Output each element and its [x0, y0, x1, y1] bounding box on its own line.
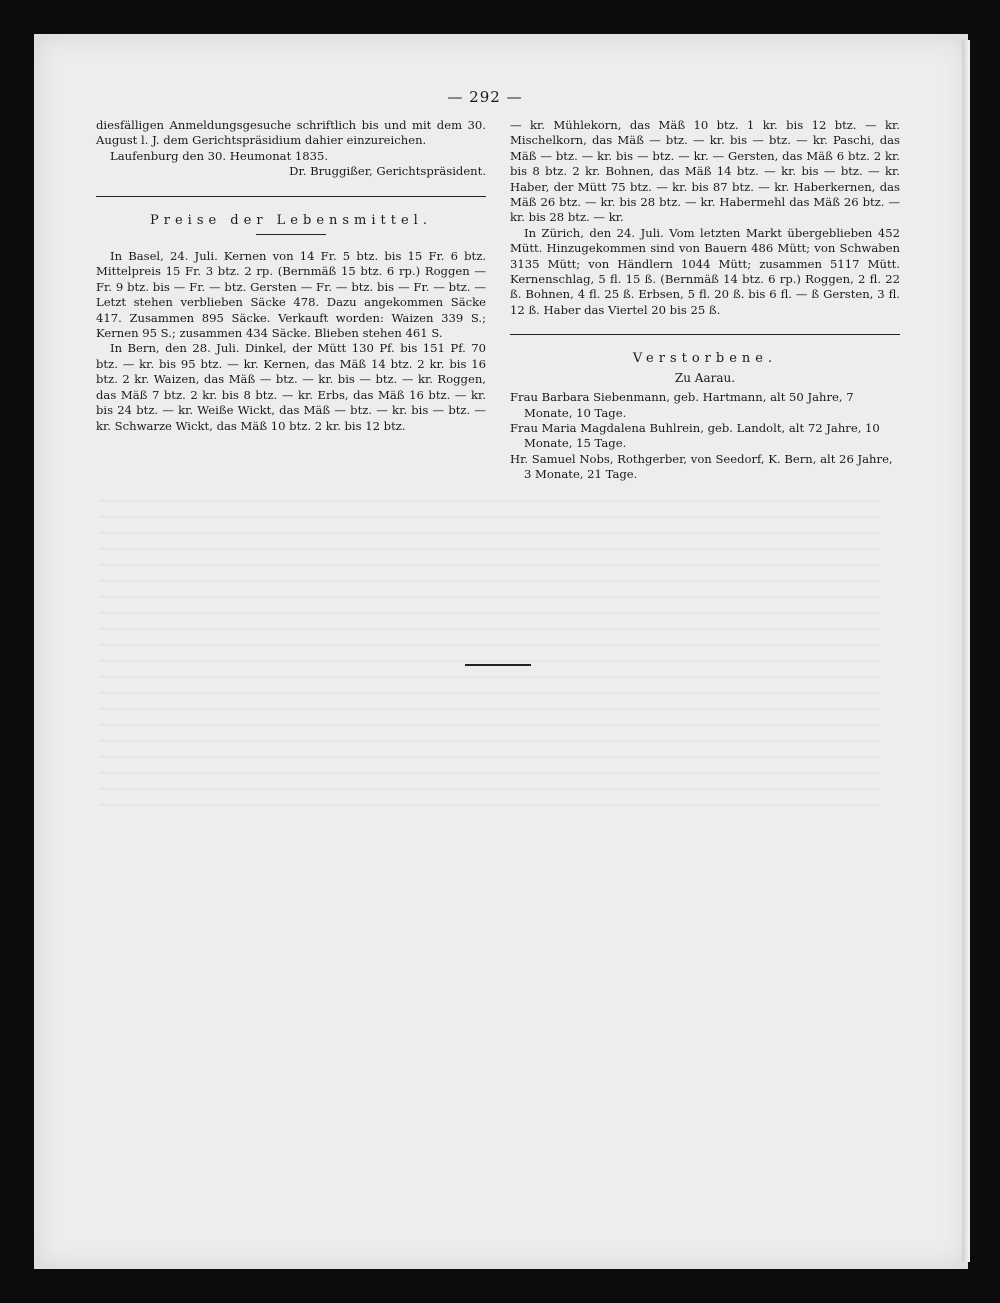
title-underline [256, 234, 326, 235]
section-divider-right [510, 334, 900, 335]
notice-text: diesfälligen Anmeldungsgesuche schriftlich bis und mit dem 30. August l. J. dem Gerichtspräsidium dahier einzureichen. [96, 118, 486, 148]
section-title-deaths: Verstorbene. [632, 351, 778, 367]
death-entry: Frau Barbara Siebenmann, geb. Hartmann, alt 50 Jahre, 7 Monate, 10 Tage. [510, 390, 854, 420]
section-divider [96, 196, 486, 197]
page-number: — 292 — [447, 88, 523, 106]
right-column [510, 118, 900, 483]
zurich-prices-entry: In Zürich, den 24. Juli. Vom letzten Markt übergeblieben 452 Mütt. Hinzugekommen sind von Bauern 486 Mütt; von Schwaben 3135 Mütt; von Händlern 1044 Mütt; zusammen 5117 Mütt. Kernenschlag, 5 fl. 15 ß. (Bernmäß 14 btz. 6 rp.) Roggen, 2 fl. 22 ß. Bohnen, 4 fl. 25 ß. Erbsen, 5 fl. 20 ß. bis 6 fl. — ß Gersten, 3 fl. 12 ß. Haber das Viertel 20 bis 25 ß. [510, 225, 900, 317]
death-entry: Hr. Samuel Nobs, Rothgerber, von Seedorf, K. Bern, alt 26 Jahre, 3 Monate, 21 Tage. [510, 451, 893, 482]
deaths-place: Zu Aarau. [674, 370, 736, 385]
page-fold-shadow [962, 40, 970, 1262]
bern-prices-entry: In Bern, den 28. Juli. Dinkel, der Mütt 130 Pf. bis 151 Pf. 70 btz. — kr. bis 95 btz. — kr. Kernen, das Mäß 14 btz. 2 kr. bis 16 btz. 2 kr. Waizen, das Mäß — btz. — kr. bis — btz. — kr. Roggen, das Mäß 7 btz. 2 kr. bis 8 btz. — kr. Erbs, das Mäß 16 btz. — kr. bis 24 btz. — kr. Weiße Wickt, das Mäß — btz. — kr. bis — btz. — kr. Schwarze Wickt, das Mäß 10 btz. 2 kr. bis 12 btz. [96, 341, 486, 433]
notice-place-date: Laufenburg den 30. Heumonat 1835. [110, 148, 329, 163]
notice-signature: Dr. Bruggißer, Gerichtspräsident. [289, 164, 486, 179]
basel-prices-entry: In Basel, 24. Juli. Kernen von 14 Fr. 5 btz. bis 15 Fr. 6 btz. Mittelpreis 15 Fr. 3 btz. 2 rp. (Bernmäß 15 btz. 6 rp.) Roggen — Fr. 9 btz. bis — Fr. — btz. Gersten — Fr. — btz. bis — Fr. — btz. — Letzt stehen verblieben Säcke 478. Dazu angekommen Säcke 417. Zusammen 895 Säcke. Verkauft worden: Waizen 339 S.; Kernen 95 S.; zusammen 434 Säcke. Blieben stehen 461 S. [96, 249, 486, 341]
section-title-prices: Preise der Lebensmittel. [150, 212, 432, 228]
stray-ink-line [465, 664, 531, 666]
death-entry: Frau Maria Magdalena Buhlrein, geb. Landolt, alt 72 Jahre, 10 Monate, 15 Tage. [510, 420, 880, 451]
bern-prices-continued: — kr. Mühlekorn, das Mäß 10 btz. 1 kr. bis 12 btz. — kr. Mischelkorn, das Mäß — btz. — kr. bis — btz. — kr. Paschi, das Mäß — btz. — kr. bis — btz. — kr. — Gersten, das Mäß 6 btz. 2 kr. bis 8 btz. 2 kr. Bohnen, das Mäß 14 btz. — kr. bis — btz. — kr. Haber, der Mütt 75 btz. — kr. bis 87 btz. — kr. Haberkernen, das Mäß 26 btz. — kr. bis 28 btz. — kr. Habermehl das Mäß 26 btz. — kr. bis 28 btz. — kr. [510, 118, 900, 225]
left-column [96, 118, 486, 434]
